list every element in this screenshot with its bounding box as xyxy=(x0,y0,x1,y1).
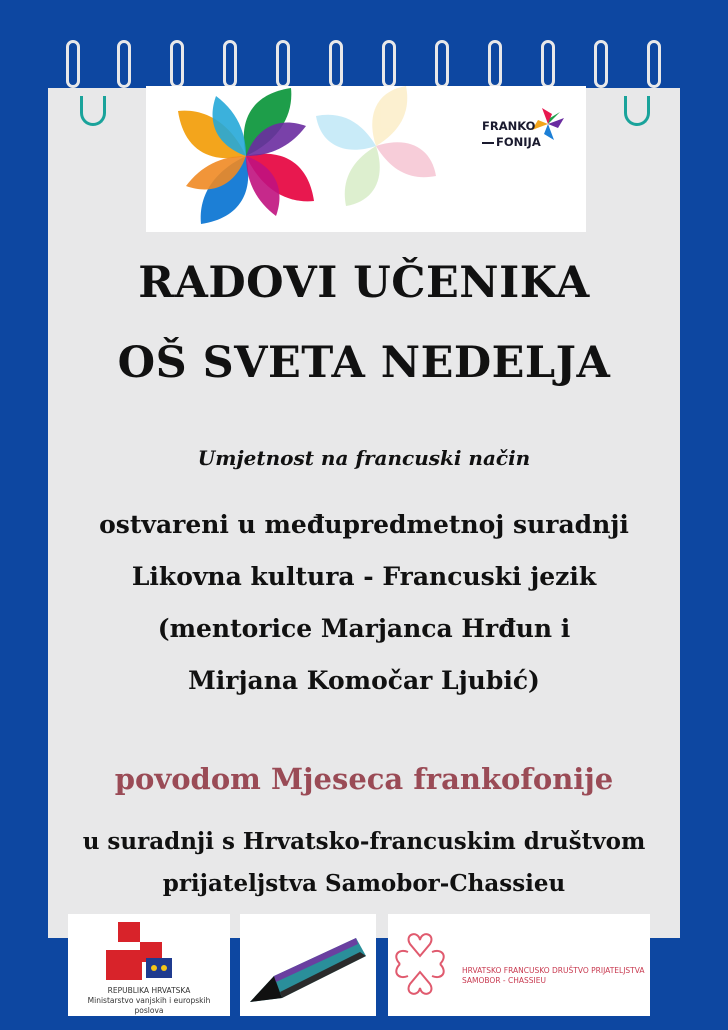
heart-ornament-icon xyxy=(388,914,650,1016)
ministry-line-2: Ministarstvo vanjskih i europskih poslova xyxy=(87,996,211,1015)
school-logo xyxy=(240,914,376,1016)
binder-tab xyxy=(647,40,661,88)
header-banner xyxy=(146,86,586,232)
collaboration-line-1: u suradnji s Hrvatsko-francuskim društvom xyxy=(82,828,646,855)
binder-tab xyxy=(170,40,184,88)
binder-tab xyxy=(117,40,131,88)
ministry-line-1: REPUBLIKA HRVATSKA xyxy=(107,986,191,995)
ministry-logo xyxy=(68,914,230,1016)
binder-tab xyxy=(276,40,290,88)
society-logo xyxy=(388,914,650,1016)
logo-line-1: FRANKO xyxy=(482,119,536,133)
binder-ring-left xyxy=(80,96,106,126)
body-line-1: ostvareni u međupredmetnoj suradnji xyxy=(99,510,629,539)
occasion-text: povodom Mjeseca frankofonije xyxy=(114,762,614,796)
title-line-2: OŠ SVETA NEDELJA xyxy=(117,338,611,388)
binder-tab xyxy=(435,40,449,88)
binder-tab xyxy=(329,40,343,88)
collaboration-line-2: prijateljstva Samobor-Chassieu xyxy=(162,870,566,897)
society-line-1: HRVATSKO FRANCUSKO DRUŠTVO PRIJATELJSTVA xyxy=(462,966,645,975)
pinwheel-icon xyxy=(146,86,586,232)
body-line-3: (mentorice Marjanca Hrđun i xyxy=(157,614,571,643)
body-line-2: Likovna kultura - Francuski jezik xyxy=(131,562,597,591)
binder-tab xyxy=(594,40,608,88)
binder-tab xyxy=(66,40,80,88)
body-line-4: Mirjana Komočar Ljubić) xyxy=(188,666,540,695)
pencil-icon xyxy=(240,914,376,1016)
binder-tab xyxy=(488,40,502,88)
binder-tab xyxy=(223,40,237,88)
frankofonija-logo xyxy=(482,118,541,150)
society-line-2: SAMOBOR - CHASSIEU xyxy=(462,976,546,985)
logo-line-2: FONIJA xyxy=(482,134,541,150)
binder-tab xyxy=(382,40,396,88)
binder-tab xyxy=(541,40,555,88)
title-line-1: RADOVI UČENIKA xyxy=(138,258,590,308)
subtitle: Umjetnost na francuski način xyxy=(197,446,531,470)
binder-ring-right xyxy=(624,96,650,126)
